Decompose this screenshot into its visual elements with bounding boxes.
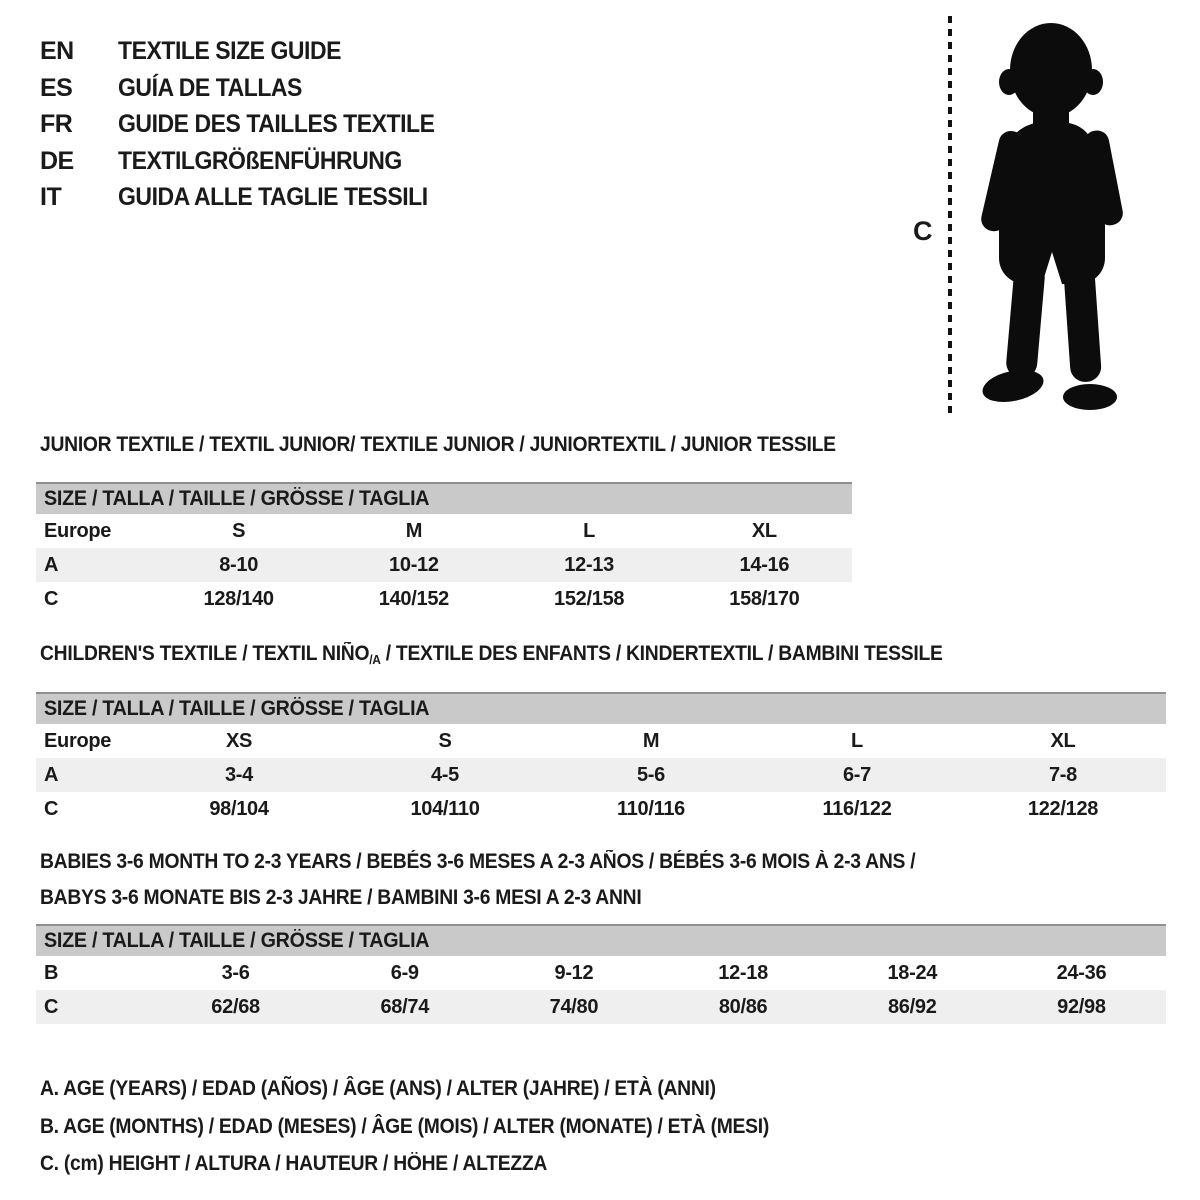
table-cell: 4-5 [430,763,459,786]
table-cell: 24-36 [1056,961,1107,984]
table-cell: 8-10 [219,553,259,576]
table-row [36,792,1166,826]
guide-title-fr: GUIDE DES TAILLES TEXTILE [118,110,435,138]
column-header: XL [751,519,777,542]
table-row [36,724,1166,758]
row-label: A [44,763,59,786]
table-cell: 86/92 [887,995,937,1018]
language-title-list [40,33,462,216]
language-row-en [40,33,462,70]
size-header-band [36,692,1166,724]
table-cell: 122/128 [1027,797,1099,820]
column-header: M [405,519,423,542]
language-code: DE [40,146,74,175]
table-row [36,582,852,616]
table-row [36,956,1166,990]
guide-title-es: GUÍA DE TALLAS [118,73,302,102]
table-row [36,514,852,548]
table-cell: 74/80 [549,995,599,1018]
size-header-band [36,482,852,514]
language-row-de [40,143,462,180]
table-cell: 12-13 [564,553,614,576]
language-code: EN [40,37,74,65]
footnote-age-years: A. AGE (YEARS) / EDAD (AÑOS) / ÂGE (ANS) / ALTER (JAHRE) / ETÀ (ANNI) [40,1077,716,1100]
children-title-text: CHILDREN'S TEXTILE / TEXTIL NIÑO [40,642,370,665]
table-cell: 92/98 [1057,995,1106,1018]
table-cell: 152/158 [554,587,625,610]
column-header: XS [225,729,253,752]
table-cell: 3-4 [224,763,253,786]
table-cell: 128/140 [203,587,274,610]
language-code: IT [40,183,62,211]
table-cell: 158/170 [729,587,800,610]
size-header-label: SIZE / TALLA / TAILLE / GRÖSSE / TAGLIA [44,697,430,720]
table-row [36,990,1166,1024]
guide-title-en: TEXTILE SIZE GUIDE [118,37,342,65]
table-cell: 116/122 [822,797,892,820]
height-measure-figure [905,10,1160,422]
table-cell: 3-6 [221,961,250,984]
table-cell: 104/110 [410,797,480,820]
table-cell: 140/152 [378,587,449,610]
language-row-es [40,70,462,107]
language-row-it [40,179,462,216]
table-cell: 5-6 [636,763,665,786]
region-label: Europe [44,729,112,752]
row-label: C [44,587,59,610]
height-dashed-line-icon [948,16,952,418]
table-row [36,758,1166,792]
table-cell: 98/104 [209,797,269,820]
column-header: S [232,519,246,542]
height-measure-label: C [913,216,933,246]
junior-section-title: JUNIOR TEXTILE / TEXTIL JUNIOR/ TEXTILE JUNIOR / JUNIORTEXTIL / JUNIOR TESSILE [40,433,836,456]
row-label: C [44,797,59,820]
table-cell: 12-18 [718,961,768,984]
table-cell: 6-7 [842,763,871,786]
children-title-text: / TEXTILE DES ENFANTS / KINDERTEXTIL / BAMBINI TESSILE [380,642,943,665]
footnote-height-cm: C. (cm) HEIGHT / ALTURA / HAUTEUR / HÖHE / ALTEZZA [40,1152,548,1175]
table-cell: 110/116 [617,797,685,820]
size-header-label: SIZE / TALLA / TAILLE / GRÖSSE / TAGLIA [44,487,430,510]
row-label: B [44,961,59,984]
table-cell: 80/86 [718,995,768,1018]
table-cell: 6-9 [390,961,419,984]
junior-size-table [36,482,852,616]
table-cell: 7-8 [1048,763,1077,786]
table-cell: 62/68 [211,995,260,1018]
size-header-label: SIZE / TALLA / TAILLE / GRÖSSE / TAGLIA [44,929,430,952]
column-header: XL [1050,729,1076,752]
row-label: C [44,995,59,1018]
region-label: Europe [44,519,112,542]
size-header-band [36,924,1166,956]
guide-title-de: TEXTILGRÖßENFÜHRUNG [118,146,402,175]
footnote-legend [40,1070,832,1183]
table-cell: 10-12 [389,553,439,576]
table-cell: 18-24 [887,961,938,984]
babies-section-title-line2: BABYS 3-6 MONATE BIS 2-3 JAHRE / BAMBINI 3-6 MESI A 2-3 ANNI [40,886,642,909]
row-label: A [44,553,59,576]
table-cell: 14-16 [739,553,790,576]
table-cell: 68/74 [380,995,430,1018]
language-code: ES [40,73,73,102]
children-size-table [36,692,1166,826]
children-title-subscript: /A [369,652,381,667]
babies-size-table [36,924,1166,1024]
language-code: FR [40,110,73,138]
babies-section-title-line1: BABIES 3-6 MONTH TO 2-3 YEARS / BEBÉS 3-6 MESES A 2-3 AÑOS / BÉBÉS 3-6 MOIS À 2-3 ANS / [40,850,916,873]
language-row-fr [40,106,462,143]
baby-silhouette-icon [963,18,1148,423]
column-header: L [583,519,596,542]
table-row [36,548,852,582]
table-cell: 9-12 [554,961,594,984]
column-header: S [438,729,452,752]
column-header: L [851,729,863,752]
footnote-age-months: B. AGE (MONTHS) / EDAD (MESES) / ÂGE (MOIS) / ALTER (MONATE) / ETÀ (MESI) [40,1114,770,1138]
children-section-title [40,642,943,667]
guide-title-it: GUIDA ALLE TAGLIE TESSILI [118,183,428,211]
column-header: M [642,729,660,752]
